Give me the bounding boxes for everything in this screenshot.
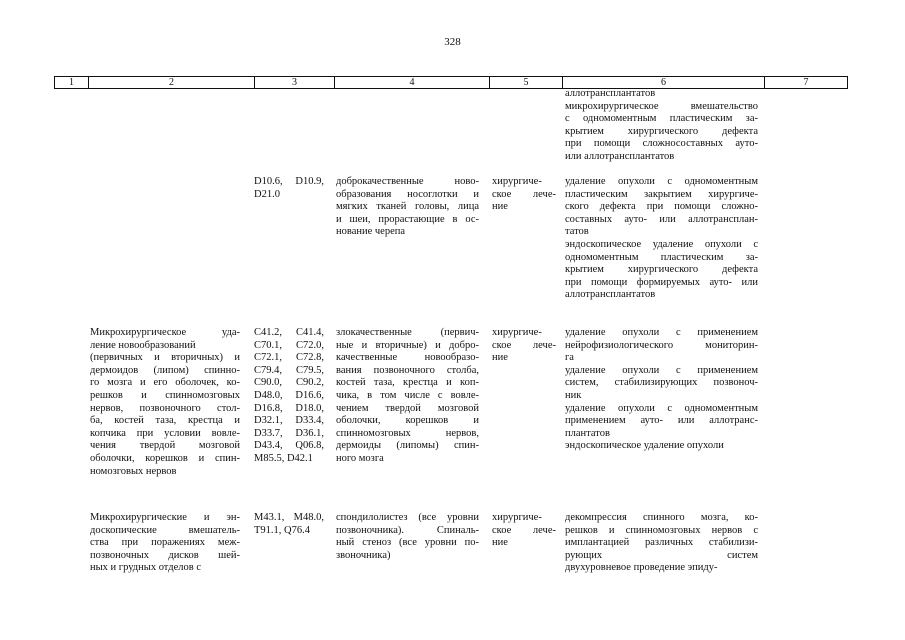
cell-line: C41.2, C41.4, — [254, 327, 324, 338]
cell-line: мягких тканей головы, лица — [336, 201, 479, 213]
cell-line: номозговых нервов — [90, 465, 177, 477]
cell-line: нервов, позвоночного стол- — [90, 402, 240, 414]
block-spine-discs-treatment — [492, 512, 556, 550]
cell-line: пластическим закрытием хирургиче- — [565, 188, 758, 200]
block-benign-codes — [254, 176, 324, 201]
cell-line: ный стеноз (все уровни по- — [336, 537, 479, 549]
cell-line: ское лече- — [492, 339, 556, 351]
cell-line: эндоскопическое удаление опухоли — [565, 440, 724, 452]
cell-line: ление новообразований — [90, 339, 196, 351]
cell-line: D32.1, D33.4, — [254, 415, 324, 427]
cell-line: C70.1, C72.0, — [254, 339, 324, 351]
cell-line: систем, стабилизирующих позвоноч- — [565, 377, 758, 389]
cell-line: ние — [492, 537, 508, 549]
cell-line: чения твердой мозговой — [90, 440, 240, 452]
cell-line: качественные новообразо- — [336, 352, 479, 364]
block-top-methods — [565, 88, 758, 164]
cell-line: звоночника) — [336, 549, 391, 561]
cell-line: рующих систем — [565, 549, 758, 561]
cell-line: ных и грудных отделов с — [90, 562, 201, 574]
cell-line: образования носоглотки и — [336, 188, 479, 200]
cell-line: спондилолистез (все уровни — [336, 512, 479, 523]
cell-line: хирургиче- — [492, 512, 542, 523]
cell-line: костей таза, крестца и коп- — [336, 377, 479, 389]
cell-line: эндоскопическое удаление опухоли с — [565, 238, 758, 250]
cell-line: ское лече- — [492, 524, 556, 536]
cell-line: M85.5, D42.1 — [254, 452, 313, 464]
cell-line: аллотрансплантатов — [565, 289, 656, 301]
cell-line: злокачественные (первич- — [336, 327, 479, 338]
cell-line: спинномозговых нервов, — [336, 427, 479, 439]
cell-line: удаление опухоли с применением — [565, 364, 758, 376]
cell-line: D48.0, D16.6, — [254, 389, 324, 401]
cell-line: T91.1, Q76.4 — [254, 524, 310, 536]
block-spine-tumors-methods — [565, 327, 758, 453]
cell-line: ние — [492, 352, 508, 364]
cell-line: крытием хирургического дефекта — [565, 125, 758, 137]
cell-line: позвоночных дисков шей- — [90, 549, 240, 561]
cell-line: D10.6, D10.9, — [254, 176, 324, 187]
cell-line: C79.4, C79.5, — [254, 364, 324, 376]
cell-line: одномоментным пластическим за- — [565, 251, 758, 263]
cell-line: или аллотрансплантатов — [565, 150, 675, 162]
column-header-2: 2 — [89, 77, 255, 89]
cell-line: позвоночника). Спиналь- — [336, 524, 479, 536]
cell-line: имплантацией различных стабилизи- — [565, 537, 758, 549]
column-header-7: 7 — [765, 77, 848, 89]
cell-line: двухуровневое проведение эпиду- — [565, 562, 718, 574]
block-spine-tumors-treatment — [492, 327, 556, 365]
cell-line: оболочки, корешков и — [336, 415, 479, 427]
block-spine-tumors-model — [336, 327, 479, 466]
cell-line: ные и вторичные) и добро- — [336, 339, 479, 351]
cell-line: D43.4, Q06.8, — [254, 440, 324, 452]
cell-line: C72.1, C72.8, — [254, 352, 324, 364]
cell-line: крытием хирургического дефекта — [565, 264, 758, 276]
cell-line: решков и спинномозговых нервов с — [565, 524, 758, 536]
cell-line: декомпрессия спинного мозга, ко- — [565, 512, 758, 523]
cell-line: с одномоментным пластическим за- — [565, 113, 758, 125]
column-header-3: 3 — [255, 77, 335, 89]
cell-line: ства при поражениях меж- — [90, 537, 240, 549]
block-spine-discs-codes — [254, 512, 324, 537]
cell-line: C90.0, C90.2, — [254, 377, 324, 389]
block-spine-tumors-codes — [254, 327, 324, 466]
cell-line: D16.8, D18.0, — [254, 402, 324, 414]
block-spine-discs-methods — [565, 512, 758, 575]
cell-line: M43.1, M48.0, — [254, 512, 324, 523]
cell-line: чика, в том числе с вовле- — [336, 389, 479, 401]
cell-line: удаление опухоли с одномоментным — [565, 176, 758, 187]
cell-line: удаление опухоли с одномоментным — [565, 402, 758, 414]
cell-line: хирургиче- — [492, 327, 542, 338]
cell-line: дермоидов (липом) спинно- — [90, 364, 240, 376]
column-header-5: 5 — [490, 77, 563, 89]
column-header-6: 6 — [563, 77, 765, 89]
block-spine-discs-model — [336, 512, 479, 562]
cell-line: нейрофизиологического мониторин- — [565, 339, 758, 351]
cell-line: ного мозга — [336, 452, 384, 464]
cell-line: хирургиче- — [492, 176, 542, 187]
cell-line: нование черепа — [336, 226, 406, 238]
cell-line: ское лече- — [492, 188, 556, 200]
cell-line: доброкачественные ново- — [336, 176, 479, 187]
cell-line: оболочки, корешков и спин- — [90, 452, 240, 464]
cell-line: составных ауто- или аллотрансплан- — [565, 213, 758, 225]
block-spine-tumors-title — [90, 327, 240, 478]
column-header-1: 1 — [55, 77, 89, 89]
page-number: 328 — [444, 36, 461, 48]
cell-line: D21.0 — [254, 188, 280, 200]
cell-line: применением ауто- или аллотранс- — [565, 415, 758, 427]
cell-line: удаление опухоли с применением — [565, 327, 758, 338]
cell-line: ние — [492, 201, 508, 213]
cell-line: аллотрансплантатов — [565, 88, 656, 99]
cell-line: татов — [565, 226, 589, 238]
cell-line: чением твердой мозговой — [336, 402, 479, 414]
cell-line: га — [565, 352, 574, 364]
cell-line: дермоиды (липомы) спин- — [336, 440, 479, 452]
cell-line: доскопические вмешатель- — [90, 524, 240, 536]
cell-line: ба, костей таза, крестца и — [90, 415, 240, 427]
cell-line: копчика при условии вовле- — [90, 427, 240, 439]
cell-line: и шеи, прорастающие в ос- — [336, 213, 479, 225]
cell-line: ник — [565, 389, 582, 401]
cell-line: D33.7, D36.1, — [254, 427, 324, 439]
cell-line: плантатов — [565, 427, 610, 439]
column-header-4: 4 — [335, 77, 490, 89]
cell-line: вания позвоночного столба, — [336, 364, 479, 376]
cell-line: решков и спинномозговых — [90, 389, 240, 401]
block-benign-treatment — [492, 176, 556, 214]
cell-line: Микрохирургическое уда- — [90, 327, 240, 338]
cell-line: ского дефекта при помощи сложно- — [565, 201, 758, 213]
cell-line: микрохирургическое вмешательство — [565, 100, 758, 112]
cell-line: при помощи сложносоставных ауто- — [565, 138, 758, 150]
block-benign-methods — [565, 176, 758, 302]
cell-line: го мозга и его оболочек, ко- — [90, 377, 240, 389]
block-benign-model — [336, 176, 479, 239]
cell-line: при помощи формируемых ауто- или — [565, 276, 758, 288]
block-spine-discs-title — [90, 512, 240, 575]
cell-line: Микрохирургические и эн- — [90, 512, 240, 523]
cell-line: (первичных и вторичных) и — [90, 352, 240, 364]
